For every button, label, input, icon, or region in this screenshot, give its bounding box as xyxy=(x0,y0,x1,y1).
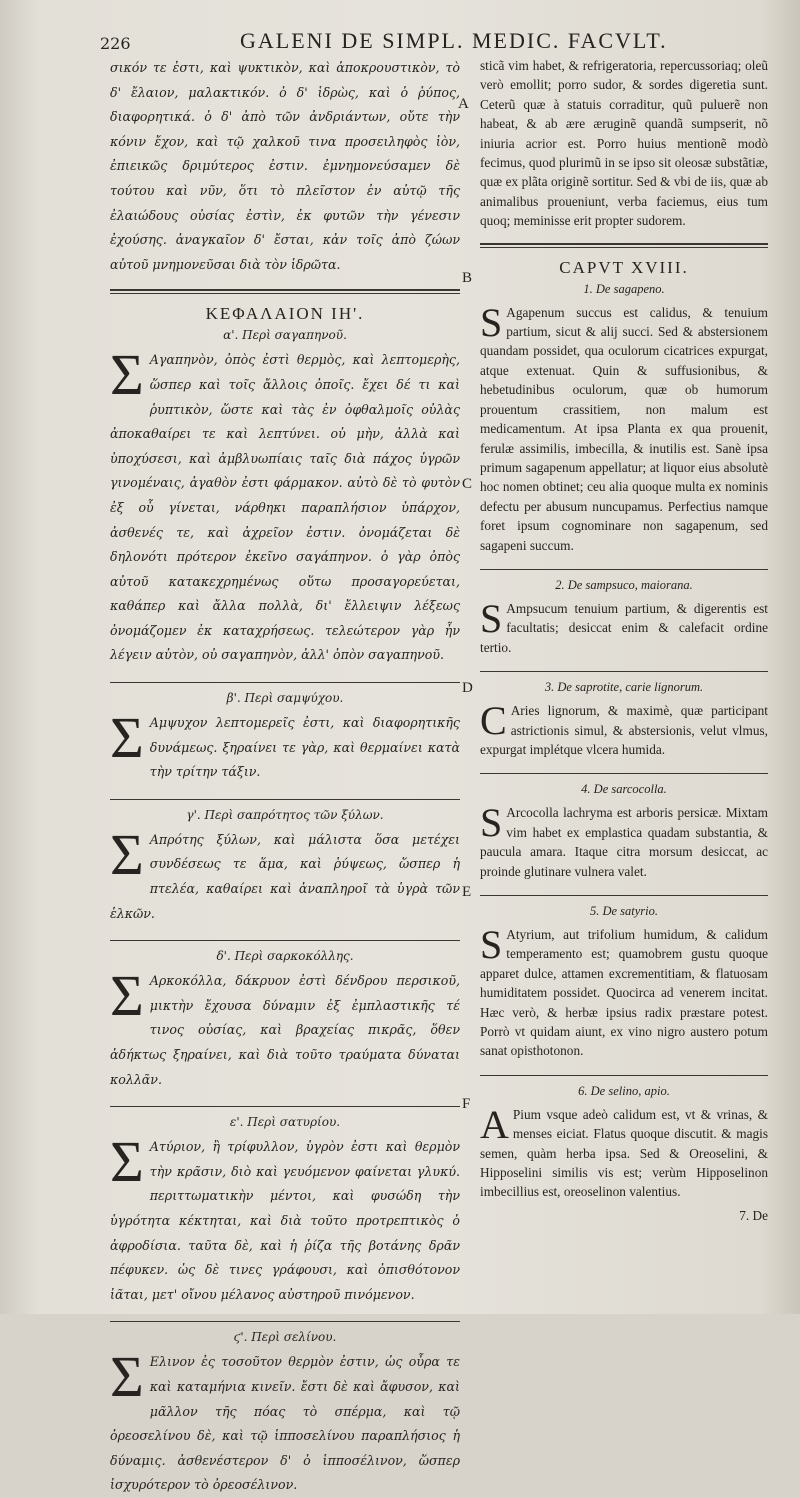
drop-capital: S xyxy=(480,299,503,345)
greek-section-text: Αμψυχον λεπτομερεῖς ἐστι, καὶ διαφορητικῆς δυνάμεως. ξηραίνει τε γὰρ, καὶ θερμαίνει κατὰ τὴν τρίτην τάξιν. xyxy=(149,715,460,780)
latin-section xyxy=(480,282,768,555)
greek-section-title: γ'. Περὶ σαπρότητος τῶν ξύλων. xyxy=(186,807,384,822)
section-rule xyxy=(480,895,768,896)
page-number: 226 xyxy=(100,34,131,53)
greek-section xyxy=(110,949,460,1092)
section-rule xyxy=(110,1106,460,1107)
greek-section-text: Ατύριον, ἢ τρίφυλλον, ὑγρὸν ἐστι καὶ θερμὸν τὴν κρᾶσιν, διὸ καὶ γευόμενον φαίνεται γλυκύ. περιττωματικὴν μέντοι, καὶ φυσώδη τὴν ὑγρότητα κέκτηται, καὶ διὰ τοῦτο προτρεπτικὸς ὁ ἀφροδίσια. ταῦτα δὲ, καὶ ἡ ῥίζα τῆς βοτάνης δρᾶν πέφυκεν. ὡς δὲ τινες γράφουσι, καὶ ὀπισθότονον ἰᾶται, μετ' οἴνου μέλανος αὐστηροῦ πινόμενον. xyxy=(110,1139,460,1302)
greek-section xyxy=(110,691,460,785)
greek-section-text: Ελινον ἐς τοσοῦτον θερμὸν ἐστιν, ὡς οὖρα τε καὶ καταμήνια κινεῖν. ἔστι δὲ καὶ ἄφυσον, καὶ μᾶλλον τῆς πόας τὸ σπέρμα, καὶ τῷ ὀρεοσελίνου δὲ, καὶ τῷ ἱπποσελίνου παραπλήσιος ἡ δύναμις. ἀσθενέστερον δ' ὁ ἱπποσέλινον, ὥσπερ ἰσχυρότερον τὸ ὀρεοσέλινον. xyxy=(110,1354,460,1493)
latin-section-title: 2. De sampsuco, maiorana. xyxy=(555,577,693,592)
drop-capital: Σ xyxy=(110,705,144,771)
double-rule xyxy=(110,289,460,294)
drop-capital: A xyxy=(480,1101,509,1147)
running-head xyxy=(0,28,800,58)
running-title: GALENI DE SIMPL. MEDIC. FACVLT. xyxy=(240,28,668,53)
drop-capital: S xyxy=(480,922,503,967)
latin-section-title: 3. De saprotite, carie lignorum. xyxy=(544,680,704,695)
latin-section-title: 4. De sarcocolla. xyxy=(581,782,667,797)
greek-section-title: ϛ'. Περὶ σελίνου. xyxy=(233,1330,337,1345)
section-rule xyxy=(480,773,768,774)
section-rule xyxy=(480,671,768,672)
greek-column xyxy=(110,56,460,1498)
latin-section-text: Arcocolla lachryma est arboris persicæ. Mixtam vim habet ex emplastica quadam substantia, & paucula amara. Itaque citra morsum desiccat, ac proinde glutinare vulnera valet. xyxy=(480,805,768,879)
drop-capital: Σ xyxy=(110,821,144,887)
latin-section xyxy=(480,680,768,759)
margin-letter-b: B xyxy=(462,270,473,286)
latin-section xyxy=(480,1084,768,1202)
latin-section xyxy=(480,904,768,1061)
section-rule xyxy=(110,799,460,800)
latin-chapter-title: CAPVT XVIII. xyxy=(559,257,689,277)
section-rule xyxy=(110,1321,460,1322)
greek-section xyxy=(110,328,460,668)
greek-chapter-title: ΚΕΦΑΛΑΙΟΝ ΙΗ'. xyxy=(205,304,365,324)
latin-section xyxy=(480,578,768,657)
margin-letter-d: D xyxy=(462,680,473,696)
greek-section xyxy=(110,1115,460,1307)
margin-letter-e: E xyxy=(462,884,472,900)
drop-capital: Σ xyxy=(110,1129,144,1195)
greek-section-title: δ'. Περὶ σαρκοκόλλης. xyxy=(216,949,354,964)
latin-section xyxy=(480,782,768,881)
greek-section xyxy=(110,808,460,926)
latin-section-text: Agapenum succus est calidus, & tenuium partium, sicut & alij succi. Sed & abstersionem quandam possidet, qua oculorum cicatrices expurgat, atque extenuat. Quin & suffusionibus, & hebetudinibus oculorum, quæ ob humorum prouentum crassitiem, non malum est medicamentum. At ipsa Planta ex qua prouenit, ferulæ assimilis, imbecilla, & inutilis est. Sanè ipsa primum sagapenum appellatur; at liquor eius absolutè hoc nomen obtinet; ceu alia quoque multa ex nominis defectu per abusum nuncupamus. Perfectius namque foret ipsum cognominare non sagapenum, sed sagapeni succum. xyxy=(480,304,768,553)
section-rule xyxy=(480,569,768,570)
greek-section xyxy=(110,1330,460,1498)
latin-section-text: Atyrium, aut trifolium humidum, & calidum temperamento est; quamobrem gustu quoque apparet dulce, attamen excrementitiam, & flatuosam humiditatem possidet. Quocirca ad venerem incitat. Hæc verò, & herbæ ipsius radix præstare potest. Porrò vt quidam aiunt, ex vino nigro austero potum sanat opisthotonon. xyxy=(480,927,768,1059)
greek-section-text: Αγαπηνὸν, ὀπὸς ἐστὶ θερμὸς, καὶ λεπτομερὴς, ὥσπερ καὶ τοῖς ἄλλοις ὀποῖς. ἔχει δέ τι καὶ ῥυπτικὸν, ὥστε καὶ τὰς ἐν ὀφθαλμοῖς οὐλὰς ἀποκαθαίρει τε καὶ λεπτύνει. οὐ μὴν, ἀλλὰ καὶ ὑποχύσεσι, καὶ ἀμβλυωπίαις ταῖς διὰ πάχος ὑγρῶν γινομέναις, ἀγαθὸν ἐστι φάρμακον. αὐτὸ δὲ τὸ φυτὸν ἐξ οὗ γίνεται, νάρθηκι παραπλήσιον ὑπάρχον, ἀσθενές τε, καὶ ἀχρεῖον ἐστιν. ὀνομάζεται δὲ δηλονότι πρότερον ἐκεῖνο σαγάπηνον. ὁ γὰρ ὀπὸς αὐτοῦ κατακεχρημένως οὕτω προσαγορεύεται, καθάπερ καὶ ἄλλα πολλὰ, δι' ἔλλειψιν λέξεως ὀνομάζομεν ἐκ καταχρήσεως. τελεώτερον γὰρ ἦν λέγειν αὐτὸν, οὐ σαγαπηνὸν, ἀλλ' ὀπὸν σαγαπηνοῦ. xyxy=(110,352,460,663)
margin-letter-f: F xyxy=(462,1096,471,1112)
greek-section-title: ε'. Περὶ σατυρίου. xyxy=(229,1115,341,1130)
drop-capital: Σ xyxy=(110,342,144,408)
drop-capital: Σ xyxy=(110,963,144,1029)
drop-capital: Σ xyxy=(110,1344,144,1410)
section-rule xyxy=(110,940,460,941)
greek-section-text: Αρκοκόλλα, δάκρυον ἐστὶ δένδρου περσικοῦ, μικτὴν ἔχουσα δύναμιν ἐξ ἐμπλαστικῆς τέ τινος οὐσίας, καὶ βραχείας πικρᾶς, ὅθεν ἀδήκτως ξηραίνει, καὶ διὰ τοῦτο τραύματα δύναται κολλᾶν. xyxy=(110,973,460,1087)
double-rule xyxy=(480,243,768,248)
drop-capital: S xyxy=(480,595,503,641)
margin-letter-a: A xyxy=(458,96,469,112)
latin-section-title: 6. De selino, apio. xyxy=(578,1083,670,1098)
section-rule xyxy=(480,1075,768,1076)
latin-section-title: 1. De sagapeno. xyxy=(583,281,665,296)
latin-section-text: Ampsucum tenuium partium, & digerentis est facultatis; desiccat enim & calefacit ordine tertio. xyxy=(480,600,768,655)
greek-intro-text: σικόν τε ἐστι, καὶ ψυκτικὸν, καὶ ἀποκρουστικὸν, τὸ δ' ἔλαιον, μαλακτικόν. ὁ δ' ἱδρὼς, καὶ ὁ ῥύπος, διαφορητικά. ὁ δ' ἀπὸ τῶν ἀνδριάντων, οὔτε τὴν κόνιν ἔχον, καὶ τῷ χαλκοῦ τινα προσειληφὸς ἰὸν, ἐπιεικῶς δριμύτερος ἐστιν. ἐμνημονεύσαμεν δὲ τούτου καὶ νῦν, ὅτι τὸ πλεῖστον ἐν αὐτῷ τῆς ἐλαιώδους οὐσίας ἐστὶν, ἐκ φυτῶν τὴν γένεσιν ἐχούσης. ἀναγκαῖον δ' ἔσται, κἀν τοῖς ἀπὸ ζώων αὐτοῦ μνημονεῦσαι διὰ τὸν ἱδρῶτα. xyxy=(110,60,460,272)
greek-section-title: α'. Περὶ σαγαπηνοῦ. xyxy=(223,328,347,343)
margin-letter-c: C xyxy=(462,476,473,492)
latin-section-text: Aries lignorum, & maximè, quæ participant astrictionis simul, & abstersionis, velut vlmus, expurgat implétque vlcera humida. xyxy=(480,703,768,757)
latin-section-text: Pium vsque adeò calidum est, vt & vrinas, & menses eiciat. Flatus quoque discutit. & magis semen, quàm herba ipsa. Sed & Oreoselini, & Hipposelini similis vis est; verùm Hipposelinon imbecillius est, oreoselinon valentius. xyxy=(480,1106,768,1200)
latin-column xyxy=(480,56,768,1225)
latin-section-title: 5. De satyrio. xyxy=(589,904,659,918)
latin-intro-text: sticã vim habet, & refrigeratoria, repercussoriaq; oleũ verò emollit; porro sudor, & sordes digeretia sunt. Ceterũ quæ à statuis corraditur, quũ puluerẽ non habeat, & ab ære æruginẽ quandã sumpserit, nõ iniuria acrior est. Porro huius mentionẽ modò fecimus, quod plurimũ in se ipso sit oleosæ substãtiæ, quæ ex plãta originẽ sortitur. Sed & vbi de iis, quæ ab animalibus proueniunt, verba faciemus, eius tum quoq; meminisse erit propter sudorem. xyxy=(480,58,768,229)
drop-capital: C xyxy=(480,698,507,744)
catchword: 7. De xyxy=(739,1207,768,1223)
drop-capital: S xyxy=(480,800,503,846)
section-rule xyxy=(110,682,460,683)
greek-section-text: Απρότης ξύλων, καὶ μάλιστα ὅσα μετέχει συνδέσεως τε ἅμα, καὶ ῥύψεως, ὥσπερ ἡ πτελέα, καθαίρει καὶ ἀναπληροῖ τὰ ὑγρὰ τῶν ἑλκῶν. xyxy=(110,831,460,921)
greek-section-title: β'. Περὶ σαμψύχου. xyxy=(226,691,344,706)
